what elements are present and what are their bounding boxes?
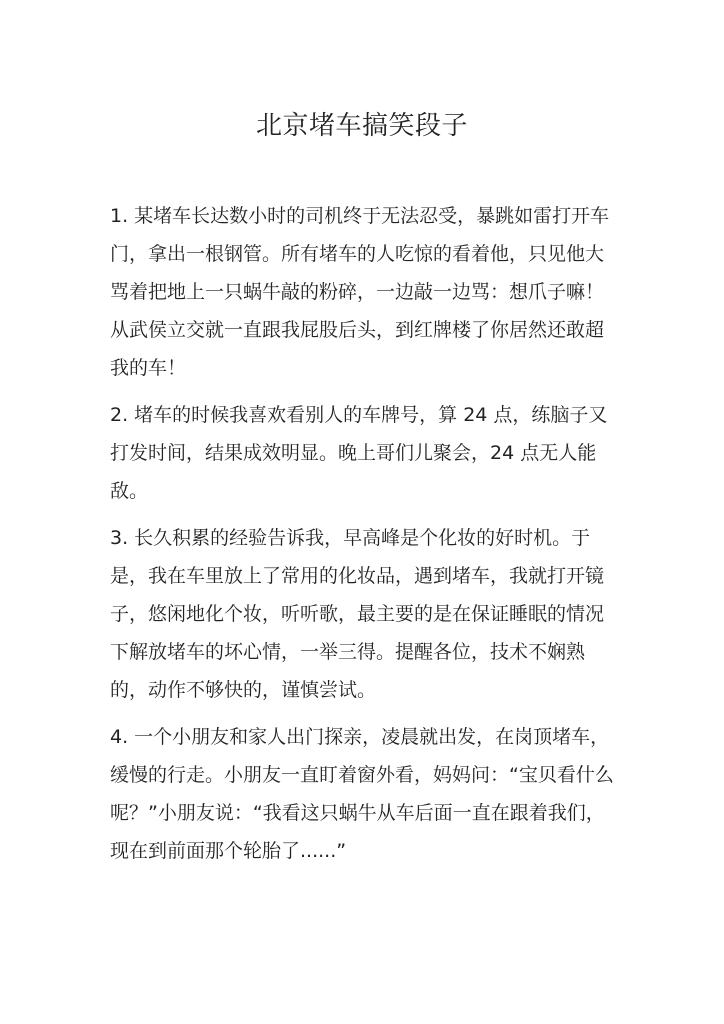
document-body: [110, 197, 620, 879]
page-title: 北京堵车搞笑段子: [255, 111, 468, 141]
joke-paragraph-1: 1. 某堵车长达数小时的司机终于无法忍受，暴跳如雷打开车门，拿出一根钢管。所有堵车的人吃惊的看着他，只见他大骂着把地上一只蜗牛敲的粉碎，一边敲一边骂：想爪子嘛！从武侯立交就一直跟我屁股后头，到红牌楼了你居然还敢超我的车！: [110, 205, 610, 379]
joke-paragraph-2: 2. 堵车的时候我喜欢看别人的车牌号，算 24 点，练脑子又打发时间，结果成效明显。晚上哥们儿聚会，24 点无人能敌。: [110, 404, 608, 502]
joke-paragraph-4: 4. 一个小朋友和家人出门探亲，凌晨就出发，在岗顶堵车，缓慢的行走。小朋友一直盯着窗外看，妈妈问：“宝贝看什么呢？”小朋友说：“我看这只蜗牛从车后面一直在跟着我们，现在到前面那个轮胎了......”: [110, 726, 614, 862]
joke-paragraph-3: 3. 长久积累的经验告诉我，早高峰是个化妆的好时机。于是，我在车里放上了常用的化妆品，遇到堵车，我就打开镜子，悠闲地化个妆，听听歌，最主要的是在保证睡眠的情况下解放堵车的坏心情，一举三得。提醒各位，技术不娴熟的，动作不够快的，谨慎尝试。: [110, 527, 605, 701]
